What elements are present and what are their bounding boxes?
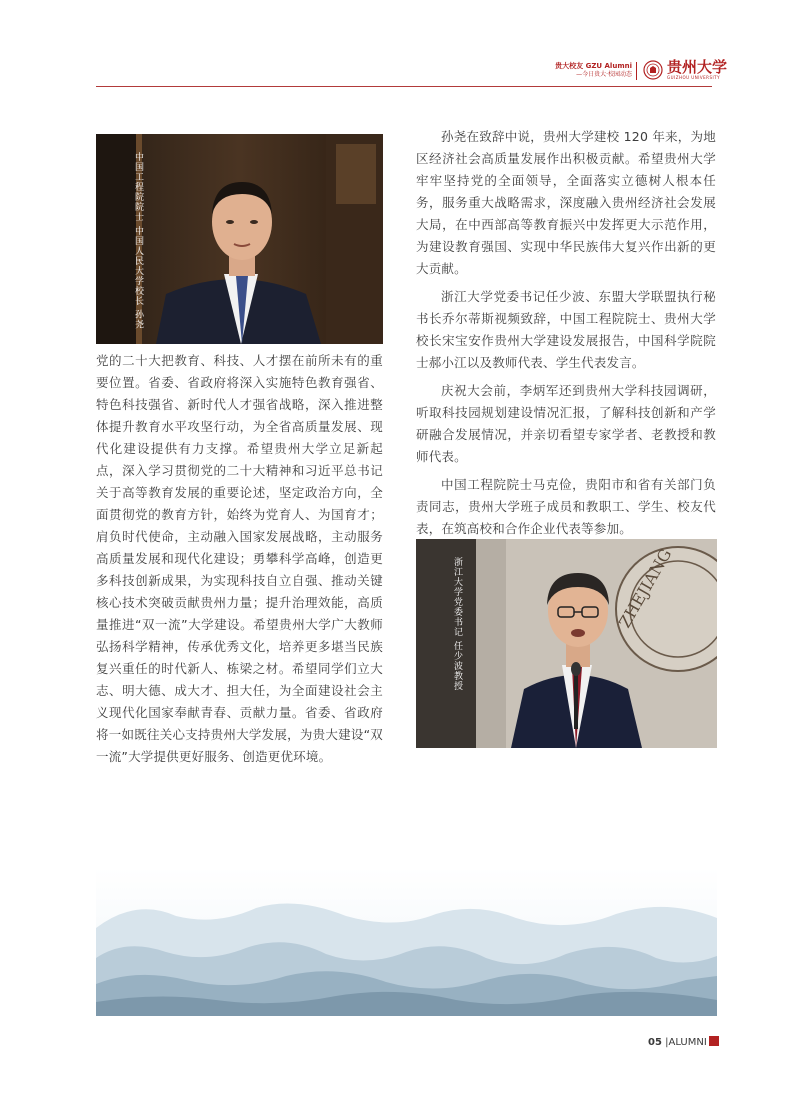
paragraph: 党的二十大把教育、科技、人才摆在前所未有的重要位置。省委、省政府将深入实施特色教育强省、特色科技强省、新时代人才强省战略，深入推进整体提升教育水平攻坚行动，为全省高质量发展、现代化建设提供有力支撑。希望贵州大学立足新起点，深入学习贯彻党的二十大精神和习近平总书记关于高等教育发展的重要论述，坚定政治方向，全面贯彻党的教育方针，始终为党育人、为国育才；肩负时代使命，主动融入国家发展战略，主动服务高质量发展和现代化建设；勇攀科学高峰，创造更多科技创新成果，为实现科技自立自强、推动关键核心技术突破贡献贵州力量；提升治理效能，高质量推进“双一流”大学建设。希望贵州大学广大教师弘扬科学精神，传承优秀文化，培养更多堪当民族复兴重任的时代新人、栋梁之材。希望同学们立大志、明大德、成大才、担大任，为全面建设社会主义现代化国家奉献青春、贡献力量。省委、省政府将一如既往关心支持贵州大学发展，为贵大建设“双一流”大学提供更好服务、创造更优环境。 (96, 353, 383, 764)
paragraph: 中国工程院院士马克俭，贵阳市和省有关部门负责同志，贵州大学班子成员和教职工、学生、校友代表，在筑高校和合作企业代表等参加。 (416, 477, 716, 536)
page-footer (648, 1036, 719, 1048)
header-separator (636, 62, 637, 80)
alumni-brand (540, 62, 632, 79)
paragraph: 浙江大学党委书记任少波、东盟大学联盟执行秘书长乔尔蒂斯视频致辞，中国工程院院士、贵州大学校长宋宝安作贵州大学建设发展报告，中国科学院院士郝小江以及教师代表、学生代表发言。 (416, 289, 716, 370)
photo-caption: 中国工程院院士 中国人民大学校长 孙尧 (133, 152, 143, 330)
university-logo (667, 58, 728, 80)
university-seal-icon (643, 60, 663, 80)
mountain-landscape-image (96, 868, 717, 1016)
page-header (0, 0, 804, 92)
seal-background-text: ZHEJIANG (615, 545, 676, 631)
photo-sun-yao (96, 134, 383, 344)
right-column (416, 126, 716, 540)
alumni-subtitle: —今日贵大·校园动态 (576, 71, 632, 78)
alumni-title: 贵大校友 GZU Alumni (555, 62, 632, 70)
header-rule (96, 86, 712, 87)
footer-accent-block (709, 1036, 719, 1046)
university-english-name: GUIZHOU UNIVERSITY (667, 75, 721, 80)
footer-divider: | (665, 1037, 669, 1048)
footer-section: ALUMNI (668, 1037, 707, 1048)
photo-ren-shaobo (416, 539, 717, 748)
university-name: 贵州大学 (667, 58, 728, 76)
left-column (96, 350, 383, 768)
paragraph: 庆祝大会前，李炳军还到贵州大学科技园调研，听取科技园规划建设情况汇报，了解科技创新和产学研融合发展情况，并亲切看望专家学者、老教授和教师代表。 (416, 383, 716, 464)
page-number: 05 (648, 1037, 662, 1048)
paragraph: 孙尧在致辞中说，贵州大学建校 120 年来，为地区经济社会高质量发展作出积极贡献。希望贵州大学牢牢坚持党的全面领导，全面落实立德树人根本任务，服务重大战略需求，深度融入贵州经济社会发展大局，在中西部高等教育振兴中发挥更大示范作用，为建设教育强国、实现中华民族伟大复兴作出新的更大贡献。 (416, 129, 716, 276)
photo-caption: 浙江大学党委书记 任少波教授 (452, 557, 462, 691)
